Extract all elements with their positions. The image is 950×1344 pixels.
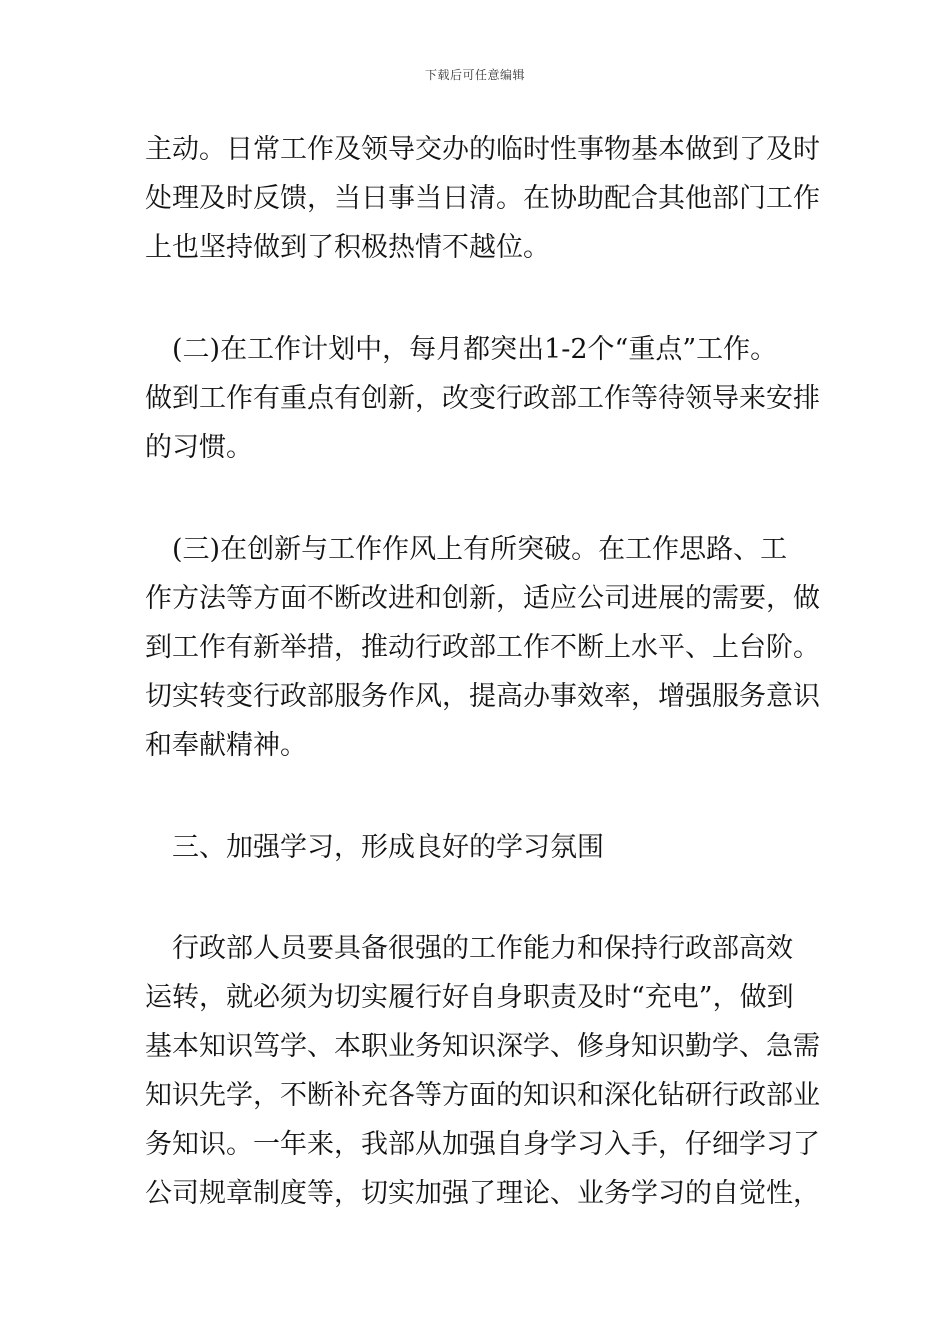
text-line: 运转，就必须为切实履行好自身职责及时“充电”，做到 xyxy=(145,982,794,1013)
text-line: 公司规章制度等，切实加强了理论、业务学习的自觉性， xyxy=(145,1178,820,1209)
text-line: 处理及时反馈，当日事当日清。在协助配合其他部门工作 xyxy=(145,183,820,214)
text-line: 做到工作有重点有创新，改变行政部工作等待领导来安排 xyxy=(145,383,820,414)
text-line: 切实转变行政部服务作风，提高办事效率，增强服务意识 xyxy=(145,681,820,712)
page-header: 下载后可任意编辑 xyxy=(424,68,525,82)
text-line: 行政部人员要具备很强的工作能力和保持行政部高效 xyxy=(145,933,793,964)
text-line: (二)在工作计划中，每月都突出1-2个“重点”工作。 xyxy=(145,334,778,365)
text-line: 和奉献精神。 xyxy=(145,730,307,761)
text-line: 务知识。一年来，我部从加强自身学习入手，仔细学习了 xyxy=(145,1129,820,1160)
text-line: 上也坚持做到了积极热情不越位。 xyxy=(145,232,550,263)
section-heading: 三、加强学习，形成良好的学习氛围 xyxy=(145,832,604,863)
text-line: 知识先学，不断补充各等方面的知识和深化钻研行政部业 xyxy=(145,1080,820,1111)
text-line: (三)在创新与工作作风上有所突破。在工作思路、工 xyxy=(145,534,788,565)
text-line: 主动。日常工作及领导交办的临时性事物基本做到了及时 xyxy=(145,134,820,165)
text-line: 到工作有新举措，推动行政部工作不断上水平、上台阶。 xyxy=(145,632,820,663)
text-line: 的习惯。 xyxy=(145,432,253,463)
text-line: 基本知识笃学、本职业务知识深学、修身知识勤学、急需 xyxy=(145,1031,820,1062)
text-line: 作方法等方面不断改进和创新，适应公司进展的需要，做 xyxy=(145,583,820,614)
